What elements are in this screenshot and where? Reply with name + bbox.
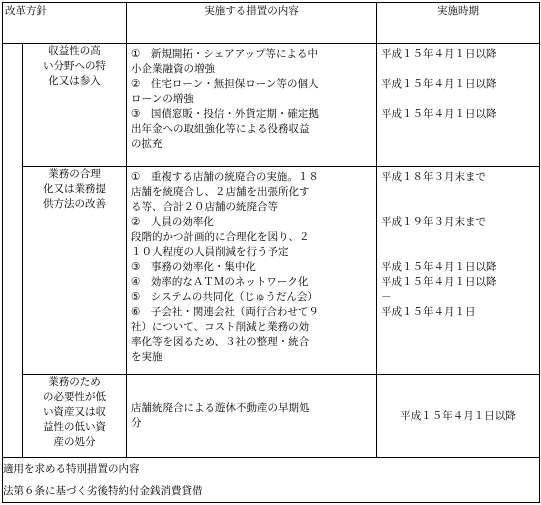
measure-line: ② 住宅ローン・無担保ローン等の個人 xyxy=(131,78,319,90)
period-line: 平成１５年４月１日以降 xyxy=(381,276,497,288)
measure-line: 店舗統廃合による遊休不動産の早期処 xyxy=(131,402,310,414)
measure-line: ④ 効率的なＡＴＭのネットワーク化 xyxy=(131,276,309,288)
category-line: 化又は参入 xyxy=(48,75,101,87)
table-row xyxy=(3,167,540,375)
table-row xyxy=(3,375,540,458)
period-line: 平成１５年４月１日以降 xyxy=(400,409,516,422)
period-line: 平成１５年４月１日以降 xyxy=(381,78,497,90)
header-period: 実施時期 xyxy=(377,3,540,44)
measure-line: の拡充 xyxy=(131,138,163,150)
measures-cell xyxy=(127,44,377,167)
footer-heading: 適用を求める特別措置の内容 xyxy=(3,463,140,475)
table-row xyxy=(3,44,540,167)
period-cell xyxy=(377,375,540,458)
footer-content: 法第６条に基づく劣後特約付金銭消費貸借 xyxy=(3,485,203,497)
measure-line: ⑥ 子会社・関連会社（両行合わせて９ xyxy=(131,306,319,318)
measure-line: ローンの増強 xyxy=(131,93,194,105)
category-line: 供方法の改善 xyxy=(43,198,106,210)
measure-line: 段階的かつ計画的に合理化を図り、２ xyxy=(131,231,310,243)
measures-table xyxy=(2,2,540,503)
category-cell xyxy=(23,44,127,167)
category-line: い分野への特 xyxy=(43,60,106,72)
period-line: － xyxy=(381,291,392,303)
header-row xyxy=(3,3,540,44)
measure-line: ③ 国債窓販・投信・外貨定期・確定拠 xyxy=(131,108,319,120)
measures-cell xyxy=(127,375,377,458)
measure-line: 小企業融資の増強 xyxy=(131,63,215,75)
measure-line: 店舗を統廃合し、２店舗を出張所化す xyxy=(131,186,310,198)
measure-line: 率化等を図るため、３社の整理・統合 xyxy=(131,336,310,348)
measure-line: 出年金への取組強化等による役務収益 xyxy=(131,123,310,135)
period-cell xyxy=(377,44,540,167)
measure-line: を実施 xyxy=(131,351,163,363)
category-line: の必要性が低 xyxy=(43,391,106,403)
category-cell xyxy=(23,375,127,458)
footer-row xyxy=(3,458,540,503)
category-line: 業務のため xyxy=(48,376,101,388)
category-line: 化又は業務提 xyxy=(43,183,106,195)
period-cell xyxy=(377,167,540,375)
header-measures: 実施する措置の内容 xyxy=(127,3,377,44)
measures-cell xyxy=(127,167,377,375)
measure-line: 分 xyxy=(131,417,142,429)
measure-line: ③ 事務の効率化・集中化 xyxy=(131,261,256,273)
header-policy: 改革方針 xyxy=(3,3,127,44)
period-line: 平成１９年３月末まで xyxy=(381,216,486,228)
category-line: 業務の合理 xyxy=(48,168,101,180)
measure-line: ① 新規開拓・シェアアップ等による中 xyxy=(131,48,318,60)
measure-line: ① 重複する店舗の統廃合の実施。１８ xyxy=(131,171,319,183)
indent-cell xyxy=(3,44,23,458)
category-cell xyxy=(23,167,127,375)
period-line: 平成１５年４月１日以降 xyxy=(381,261,497,273)
measure-line: ⑤ システムの共同化（じゅうだん会） xyxy=(131,291,318,303)
period-line: 平成１５年４月１日以降 xyxy=(381,108,497,120)
measure-line: る等、合計２０店舗の統廃合等 xyxy=(131,201,278,213)
measure-line: 社）について、コスト削減と業務の効 xyxy=(131,321,310,333)
period-line: 平成１８年３月末まで xyxy=(381,171,486,183)
category-line: 収益性の高 xyxy=(48,45,101,57)
category-line: 益性の低い資 xyxy=(43,421,106,433)
category-line: 産の処分 xyxy=(53,436,96,448)
period-line: 平成１５年４月１日以降 xyxy=(381,48,497,60)
measure-line: ② 人員の効率化 xyxy=(131,216,214,228)
footer-cell xyxy=(3,458,540,503)
measure-line: １０人程度の人員削減を行う予定 xyxy=(131,246,289,258)
category-line: い資産又は収 xyxy=(43,406,106,418)
period-line: 平成１５年４月１日 xyxy=(381,306,476,318)
